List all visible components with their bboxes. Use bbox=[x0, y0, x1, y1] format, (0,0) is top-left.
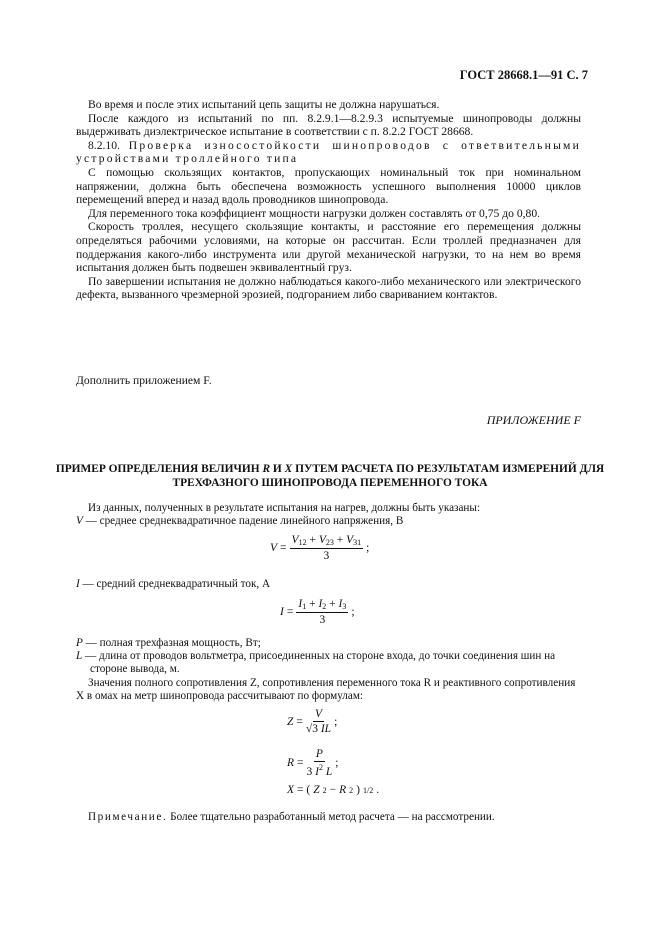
definitions-P-L bbox=[76, 637, 581, 703]
page-header: ГОСТ 28668.1—91 С. 7 bbox=[459, 68, 588, 82]
appendix-title: ПРИМЕР ОПРЕДЕЛЕНИЯ ВЕЛИЧИН R И X ПУТЕМ РАСЧЕТА ПО РЕЗУЛЬТАТАМ ИЗМЕРЕНИЙ ДЛЯ ТРЕХФАЗНОГО ШИНОПРОВОДА ПЕРЕМЕННОГО ТОКА bbox=[55, 463, 605, 489]
formula-V: V = $\frac{V_{12} + V_{23} + V_{31}}{3}$ ; bbox=[270, 534, 370, 562]
paragraph: Скорость троллея, несущего скользящие контакты, и расстояние его перемещения должны определяться рабочими условиями, на которые он рассчитан. Если троллей предназначен для поддержания какого-либо инструмента или другой механической нагрузки, то на нем во время испытания должен быть подвешен эквивалентный груз. bbox=[76, 220, 581, 275]
note-text: Более тщательно разработанный метод расчета — на рассмотрении. bbox=[170, 811, 495, 823]
definition-P: P — полная трехфазная мощность, Вт; bbox=[76, 637, 261, 649]
paragraph: По завершении испытания не должно наблюдаться какого-либо механического или электрического дефекта, вызванного чрезмерной эрозией, подгоранием либо свариванием контактов. bbox=[76, 274, 581, 302]
appendix-label: ПРИЛОЖЕНИЕ F bbox=[486, 413, 581, 427]
formula-X: X = ( Z 2 − R 2 ) 1/2 . bbox=[287, 784, 380, 796]
supplement-note: Дополнить приложением F. bbox=[76, 374, 212, 387]
note bbox=[76, 811, 581, 824]
formula-Z: Z = $\frac{V}{√3 IL}$ ; bbox=[287, 708, 338, 735]
paragraph: С помощью скользящих контактов, пропускающих номинальный ток при номинальном напряжении, должна быть обеспечена возможность успешного выполнения 10000 циклов перемещений вперед и назад вдоль проводников шинопровода. bbox=[76, 165, 581, 207]
paragraph: Для переменного тока коэффициент мощности нагрузки должен составлять от 0,75 до 0,80. bbox=[88, 206, 541, 220]
formula-R: R = $\frac{P}{3 I^2 L}$ ; bbox=[287, 748, 339, 778]
paragraph: После каждого из испытаний по пп. 8.2.9.1—8.2.9.3 испытуемые шинопроводы должны выдерживать диэлектрическое испытание в соответствии с п. 8.2.2 ГОСТ 28668. bbox=[76, 111, 581, 139]
clause-heading bbox=[76, 139, 581, 166]
values-text: Значения полного сопротивления Z, сопротивления переменного тока R и реактивного сопротивления X в омах на метр шинопровода рассчитывают по формулам: bbox=[76, 676, 576, 702]
definition-I: I — средний среднеквадратичный ток, А bbox=[76, 578, 271, 590]
intro-text: Из данных, полученных в результате испытания на нагрев, должны быть указаны: V — среднее среднеквадратичное падение линейного напряжения, В bbox=[76, 502, 581, 528]
clause-number: 8.2.10. bbox=[88, 138, 120, 152]
clause-title: Проверка износостойкости шинопроводов с ответвительными устройствами троллейного типа bbox=[76, 138, 581, 166]
note-label: Примечание. bbox=[88, 811, 168, 823]
formula-I: I = $\frac{I_1 + I_2 + I_3}{3}$ ; bbox=[280, 598, 355, 626]
definition-L: L — длина от проводов вольтметра, присоединенных на стороне входа, до точки соединения шин на стороне вывода, м. bbox=[76, 650, 556, 676]
definition-V: V — среднее среднеквадратичное падение линейного напряжения, В bbox=[76, 515, 404, 528]
top-text-block bbox=[76, 98, 581, 302]
paragraph: Во время и после этих испытаний цепь защиты не должна нарушаться. bbox=[88, 98, 440, 111]
